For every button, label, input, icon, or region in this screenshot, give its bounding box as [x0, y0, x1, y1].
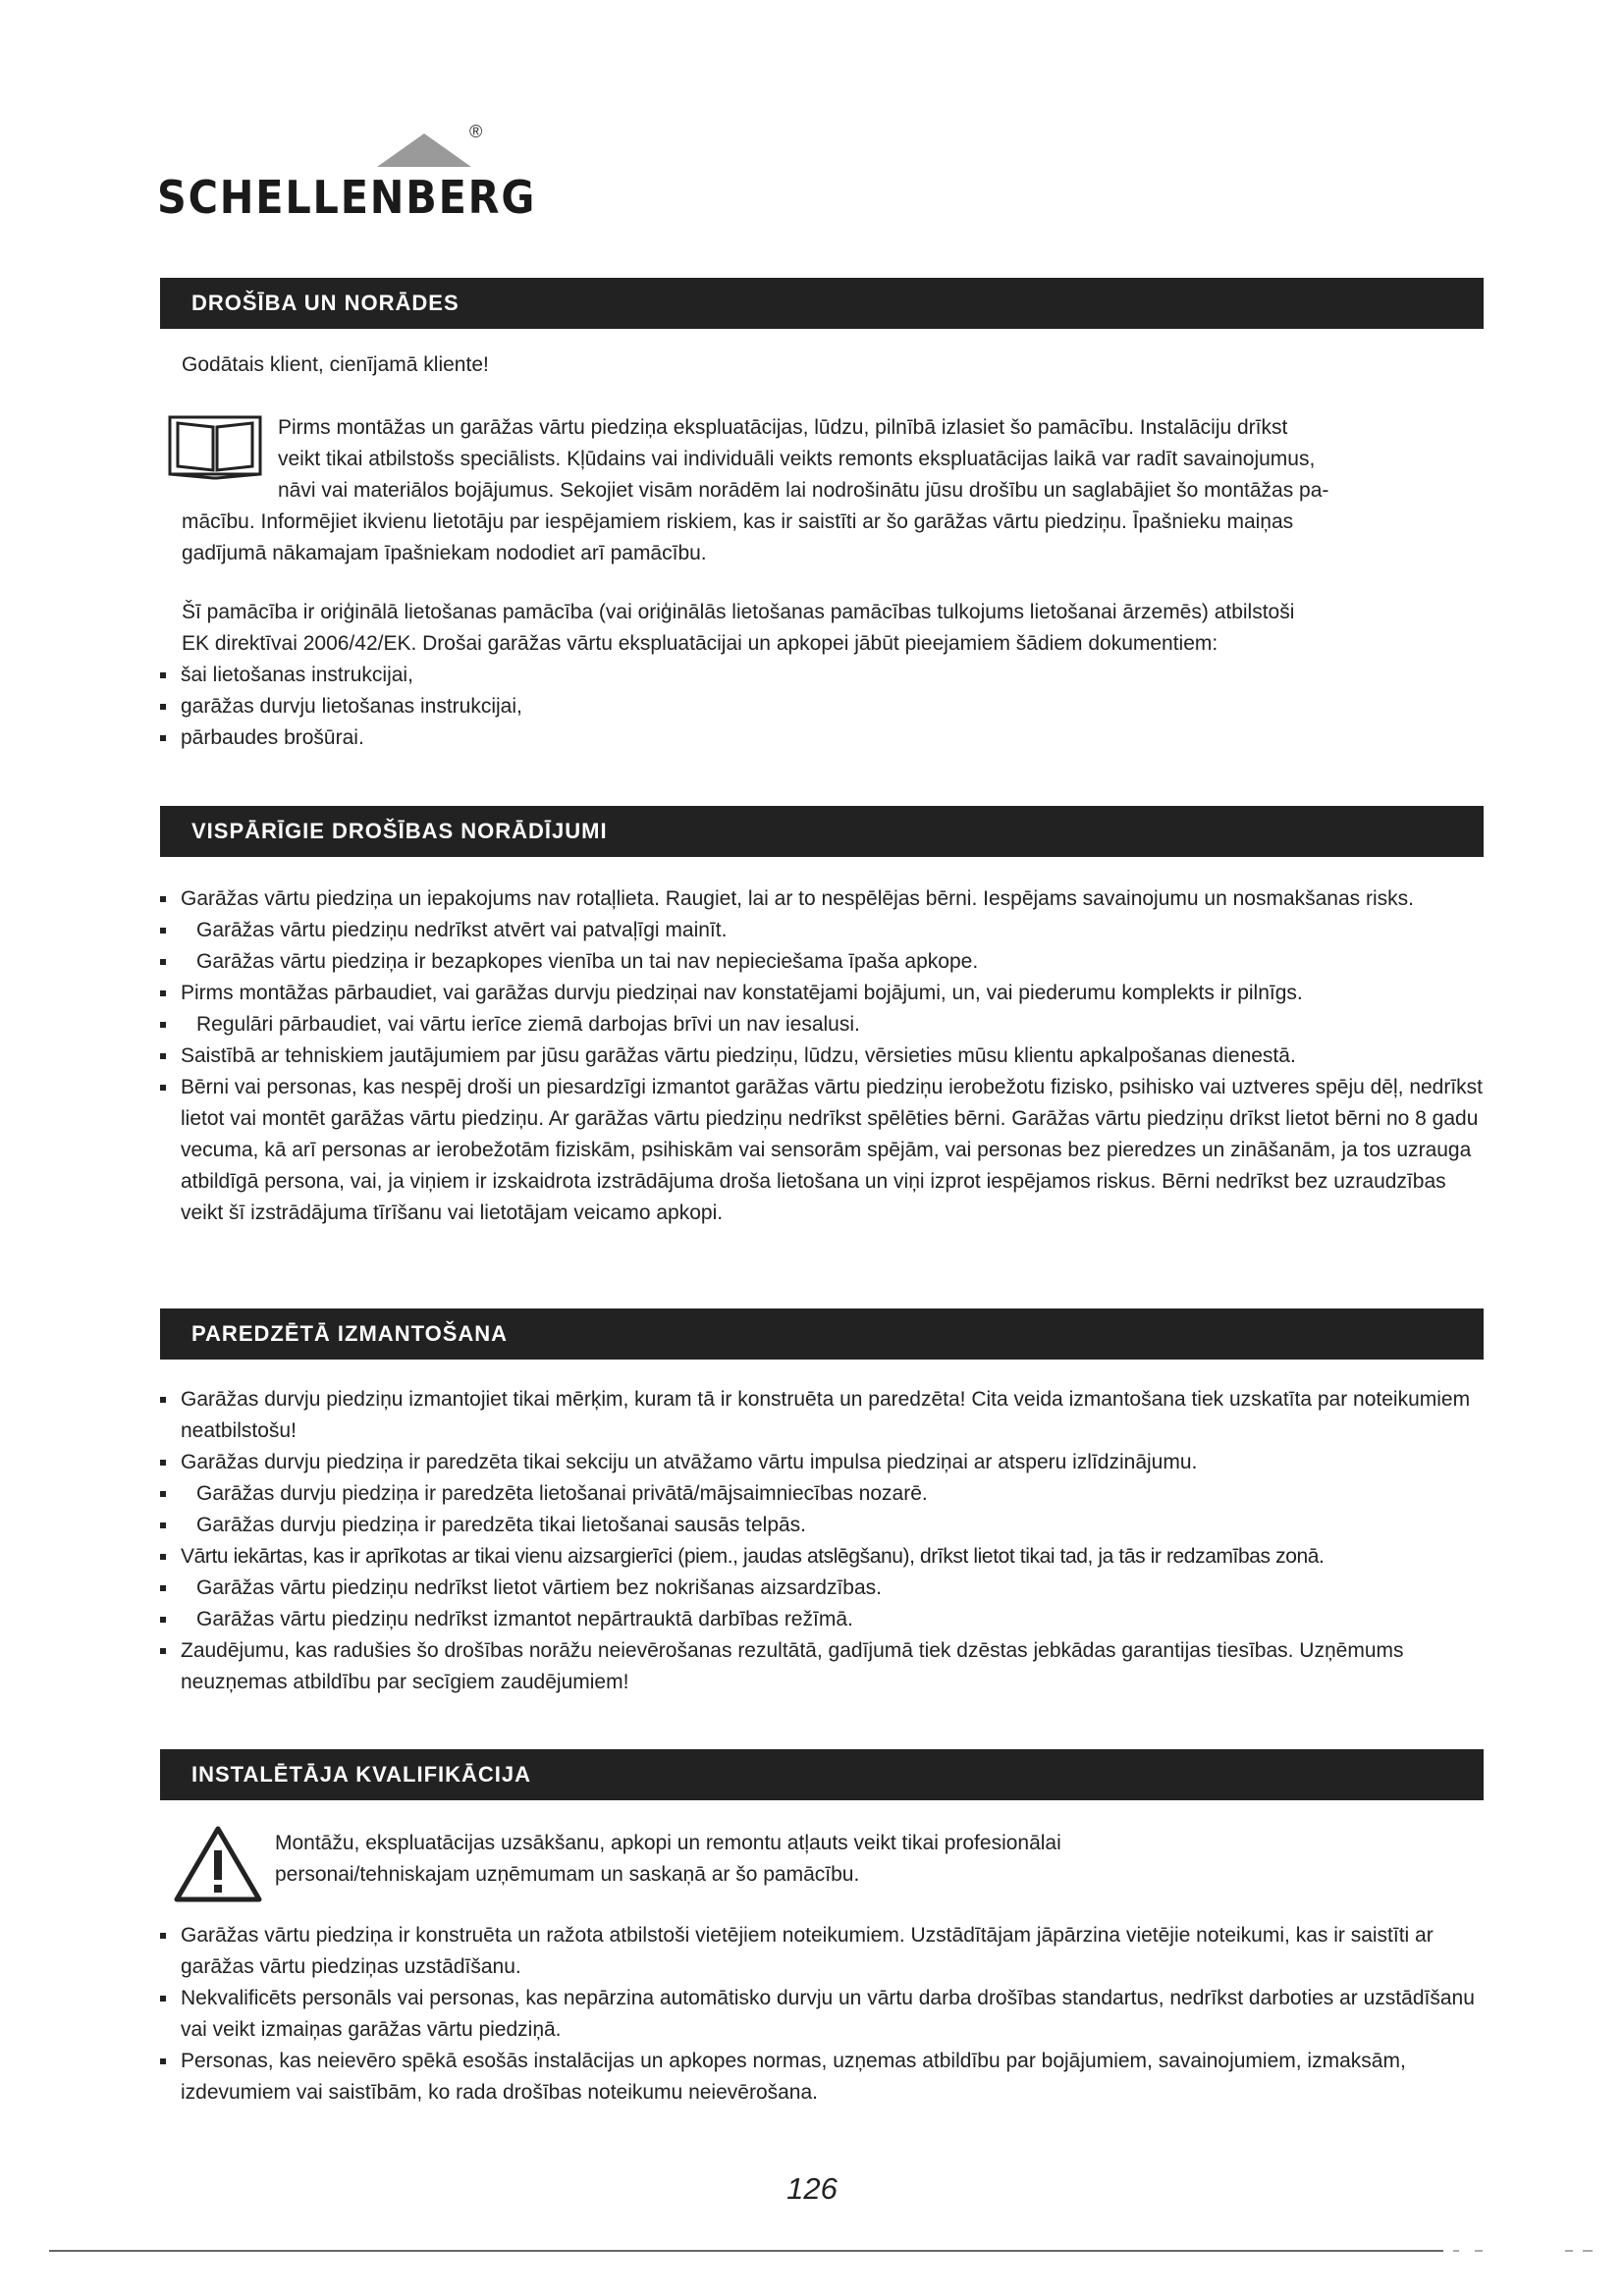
manual-note-continued	[182, 507, 1488, 569]
list-item: Personas, kas neievēro spēkā esošās instalācijas un apkopes normas, uzņemas atbildību par bojājumiem, savainojumiem, izmaksām, izdevumiem vai saistībām, ko rada drošības noteikumu neievērošana.	[157, 2046, 1492, 2109]
intended-use-list	[157, 1384, 1492, 1698]
list-item: Garāžas vārtu piedziņu nedrīkst izmantot nepārtrauktā darbības režīmā.	[157, 1604, 1492, 1635]
original-manual-note	[182, 597, 1488, 660]
footer-mark	[1475, 2250, 1483, 2252]
section-header-safety: DROŠĪBA UN NORĀDES	[160, 278, 1484, 329]
list-item: Pirms montāžas pārbaudiet, vai garāžas durvju piedziņai nav konstatējami bojājumi, un, vai piederumu komplekts ir pilnīgs.	[157, 978, 1492, 1009]
original-note-line: Šī pamācība ir oriģinālā lietošanas pamācība (vai oriģinālās lietošanas pamācības tulkojums lietošanai ārzemēs) atbilstoši	[182, 601, 1295, 623]
general-safety-list	[157, 883, 1492, 1229]
original-note-line: EK direktīvai 2006/42/EK. Drošai garāžas vārtu ekspluatācijai un apkopei jābūt pieejamiem šādiem dokumentiem:	[182, 632, 1218, 655]
list-item: Saistībā ar tehniskiem jautājumiem par jūsu garāžas vārtu piedziņu, lūdzu, vērsieties mūsu klientu apkalpošanas dienestā.	[157, 1041, 1492, 1072]
registered-mark: ®	[469, 122, 483, 141]
footer-rule	[49, 2250, 1443, 2252]
manual-book-icon	[164, 409, 266, 482]
section-header-installer: INSTALĒTĀJA KVALIFIKĀCIJA	[160, 1749, 1484, 1800]
section-header-intended-use: PAREDZĒTĀ IZMANTOŠANA	[160, 1308, 1484, 1360]
list-item: Nekvalificēts personāls vai personas, kas nepārzina automātisko durvju un vārtu darba drošības standartus, nedrīkst darboties ar uzstādīšanu vai veikt izmaiņas garāžas vārtu piedziņā.	[157, 1983, 1492, 2046]
brand-name: SCHELLENBERG	[157, 171, 537, 224]
list-item: pārbaudes brošūrai.	[157, 722, 1492, 754]
list-item: Zaudējumu, kas radušies šo drošības norāžu neievērošanas rezultātā, gadījumā tiek dzēstas jebkādas garantijas tiesības. Uzņēmums neuzņemas atbildību par secīgiem zaudējumiem!	[157, 1635, 1492, 1698]
required-documents-list	[157, 660, 1492, 754]
warning-line: Montāžu, ekspluatācijas uzsākšanu, apkopi un remontu atļauts veikt tikai profesionālai	[275, 1832, 1061, 1854]
list-item: Garāžas durvju piedziņa ir paredzēta lietošanai privātā/mājsaimniecības nozarē.	[157, 1478, 1492, 1510]
list-item: garāžas durvju lietošanas instrukcijai,	[157, 691, 1492, 722]
warning-line: personai/tehniskajam uzņēmumam un saskaņā ar šo pamācību.	[275, 1863, 860, 1886]
list-item: Garāžas vārtu piedziņa ir bezapkopes vienība un tai nav nepieciešama īpaša apkope.	[157, 946, 1492, 978]
manual-note-line: Pirms montāžas un garāžas vārtu piedziņa ekspluatācijas, lūdzu, pilnībā izlasiet šo pamācību. Instalāciju drīkst	[278, 416, 1288, 439]
list-item: Garāžas vārtu piedziņa un iepakojums nav rotaļlieta. Raugiet, lai ar to nespēlējas bērni. Iespējams savainojumu un nosmakšanas risks.	[157, 883, 1492, 915]
section-header-general: VISPĀRĪGIE DROŠĪBAS NORĀDĪJUMI	[160, 806, 1484, 857]
list-item: Garāžas durvju piedziņa ir paredzēta tikai lietošanai sausās telpās.	[157, 1510, 1492, 1541]
list-item: Garāžas durvju piedziņu izmantojiet tikai mērķim, kuram tā ir konstruēta un paredzēta! Cita veida izmantošana tiek uzskatīta par noteikumiem neatbilstošu!	[157, 1384, 1492, 1447]
manual-note-line: mācību. Informējiet ikvienu lietotāju par iespējamiem riskiem, kas ir saistīti ar šo garāžas vārtu piedziņu. Īpašnieku maiņas	[182, 510, 1294, 533]
manual-note	[278, 412, 1486, 507]
page-number: 126	[786, 2171, 838, 2206]
list-item: šai lietošanas instrukcijai,	[157, 660, 1492, 691]
list-item: Vārtu iekārtas, kas ir aprīkotas ar tikai vienu aizsargierīci (piem., jaudas atslēgšanu), drīkst lietot tikai tad, ja tās ir redzamības zonā.	[157, 1541, 1492, 1573]
installer-warning	[275, 1828, 1453, 1891]
brand-logo	[157, 122, 537, 224]
list-item: Garāžas vārtu piedziņa ir konstruēta un ražota atbilstoši vietējiem noteikumiem. Uzstādītājam jāpārzina vietējie noteikumi, kas ir saistīti ar garāžas vārtu piedziņas uzstādīšanu.	[157, 1920, 1492, 1983]
list-item: Regulāri pārbaudiet, vai vārtu ierīce ziemā darbojas brīvi un nav iesalusi.	[157, 1009, 1492, 1041]
manual-note-line: nāvi vai materiālos bojājumus. Sekojiet visām norādēm lai nodrošinātu jūsu drošību un saglabājiet šo montāžas pa-	[278, 479, 1329, 502]
list-item: Bērni vai personas, kas nespēj droši un piesardzīgi izmantot garāžas vārtu piedziņu ierobežotu fizisko, psihisko vai uztveres spēju dēļ, nedrīkst lietot vai montēt garāžas vārtu piedziņu. Ar garāžas vārtu piedziņu nedrīkst spēlēties bērni. Garāžas vārtu piedziņu drīkst lietot bērni no 8 gadu vecuma, kā arī personas ar ierobežotām fiziskām, psihiskām vai sensorām spējām, vai personas bez pieredzes un zināšanām, ja tos uzrauga atbildīgā persona, vai, ja viņiem ir izskaidrota izstrādājuma droša lietošana un viņi izprot iespējamos riskus. Bērni nedrīkst bez uzraudzības veikt šī izstrādājuma tīrīšanu vai lietotājam veicamo apkopi.	[157, 1072, 1492, 1229]
footer-mark	[1565, 2250, 1573, 2252]
footer-mark	[1583, 2250, 1593, 2252]
list-item: Garāžas vārtu piedziņu nedrīkst lietot vārtiem bez nokrišanas aizsardzības.	[157, 1573, 1492, 1604]
manual-note-line: gadījumā nākamajam īpašniekam nododiet arī pamācību.	[182, 542, 707, 564]
manual-note-line: veikt tikai atbilstošs speciālists. Kļūdains vai individuāli veikts remonts ekspluatācijas laikā var radīt savainojumus,	[278, 448, 1316, 470]
list-item: Garāžas vārtu piedziņu nedrīkst atvērt vai patvaļīgi mainīt.	[157, 915, 1492, 946]
greeting: Godātais klient, cienījamā kliente!	[182, 353, 489, 376]
logo-roof-icon	[373, 126, 481, 173]
warning-triangle-icon	[171, 1823, 265, 1905]
footer-mark	[1453, 2250, 1459, 2252]
installer-list	[157, 1920, 1492, 2109]
list-item: Garāžas durvju piedziņa ir paredzēta tikai sekciju un atvāžamo vārtu impulsa piedziņai ar atsperu izlīdzinājumu.	[157, 1447, 1492, 1478]
